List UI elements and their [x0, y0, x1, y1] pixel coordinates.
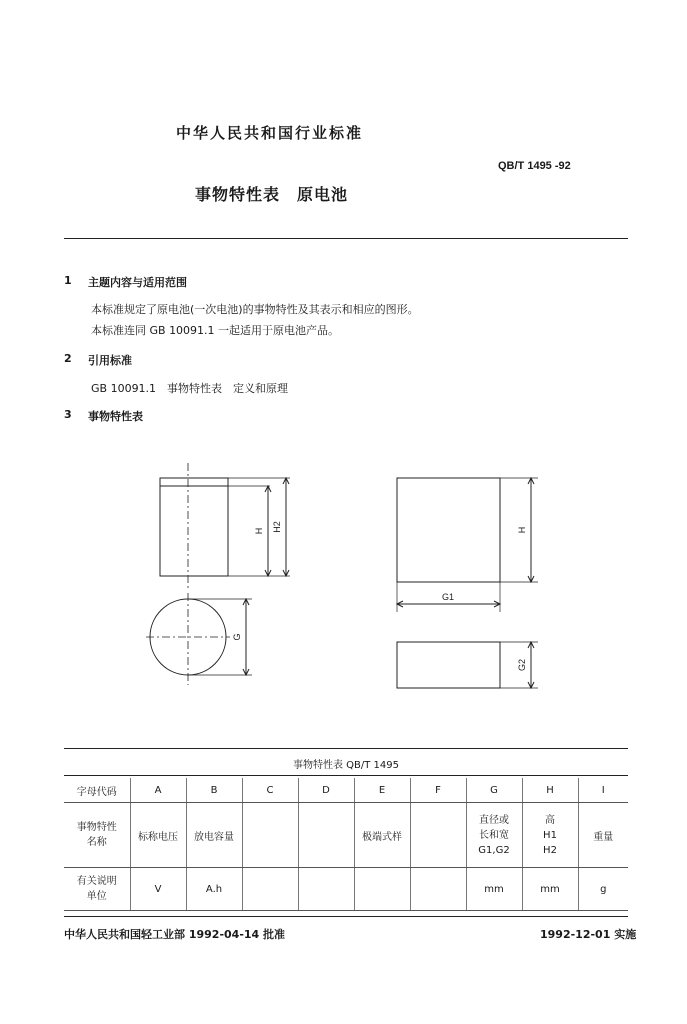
cell: G	[466, 778, 522, 803]
label-cyl-diameter: G	[232, 633, 242, 641]
implementation-date: 1992-12-01 实施	[540, 928, 637, 941]
cell: D	[298, 778, 354, 803]
cell: A.h	[186, 868, 242, 911]
cell: mm	[522, 868, 578, 911]
section-3-title: 事物特性表	[88, 410, 143, 423]
property-table	[64, 778, 628, 911]
table-row-unit	[64, 868, 628, 911]
cell: I	[578, 778, 628, 803]
cell	[242, 803, 298, 868]
issuing-organization: 中华人民共和国行业标准	[176, 124, 364, 142]
footer-rule	[64, 916, 628, 917]
label-cyl-h: H	[254, 527, 264, 535]
cell	[410, 868, 466, 911]
cell: g	[578, 868, 628, 911]
section-1-para-2: 本标准连同 GB 10091.1 一起适用于原电池产品。	[91, 324, 340, 337]
cell: 放电容量	[186, 803, 242, 868]
cell: mm	[466, 868, 522, 911]
section-1-number: 1	[64, 274, 72, 287]
cell: C	[242, 778, 298, 803]
standard-code: QB/T 1495 -92	[498, 160, 571, 172]
label-box-g2: G2	[517, 658, 527, 672]
table-caption-rule	[64, 775, 628, 776]
cell	[298, 868, 354, 911]
box-top-view	[397, 642, 500, 688]
cell	[410, 803, 466, 868]
cell: H	[522, 778, 578, 803]
label-box-g1: G1	[441, 592, 455, 602]
section-2-title: 引用标准	[88, 354, 132, 367]
document-title: 事物特性表 原电池	[195, 185, 349, 204]
cell: B	[186, 778, 242, 803]
table-top-rule	[64, 748, 628, 749]
row-head: 字母代码	[64, 778, 130, 803]
table-row-property-name	[64, 803, 628, 868]
table-row-letter-code	[64, 778, 628, 803]
cell: F	[410, 778, 466, 803]
approval-line: 中华人民共和国轻工业部 1992-04-14 批准	[64, 928, 286, 941]
cell	[354, 868, 410, 911]
cylinder-side-view	[160, 478, 228, 576]
row-head: 事物特性 名称	[64, 803, 130, 868]
cell	[242, 868, 298, 911]
cell: 极端式样	[354, 803, 410, 868]
section-1-para-1: 本标准规定了原电池(一次电池)的事物特性及其表示和相应的图形。	[91, 303, 419, 316]
section-2-number: 2	[64, 352, 72, 365]
table-caption: 事物特性表 QB/T 1495	[292, 760, 399, 771]
cell: V	[130, 868, 186, 911]
label-cyl-h2: H2	[272, 521, 282, 533]
cell: A	[130, 778, 186, 803]
cell	[298, 803, 354, 868]
row-head: 有关说明 单位	[64, 868, 130, 911]
cell: 标称电压	[130, 803, 186, 868]
cell: 直径或 长和宽 G1,G2	[466, 803, 522, 868]
cell: E	[354, 778, 410, 803]
section-1-title: 主题内容与适用范围	[88, 276, 187, 289]
box-front-view	[397, 478, 500, 582]
label-box-h: H	[517, 526, 527, 534]
cell: 高 H1 H2	[522, 803, 578, 868]
section-2-reference: GB 10091.1 事物特性表 定义和原理	[91, 382, 289, 395]
section-3-number: 3	[64, 408, 72, 421]
cell: 重量	[578, 803, 628, 868]
